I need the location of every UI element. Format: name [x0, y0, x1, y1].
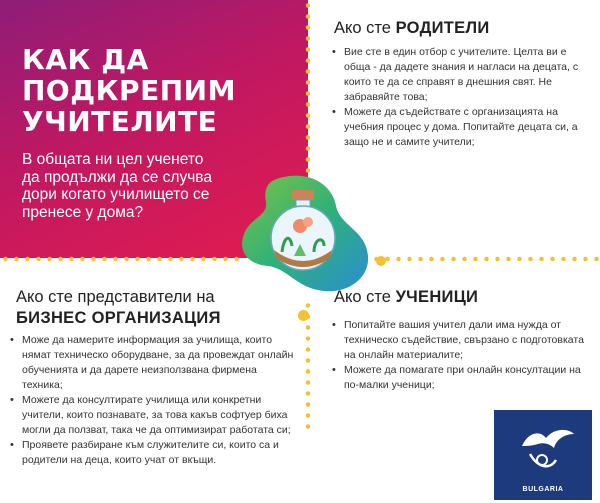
logo-label: BULGARIA [522, 486, 564, 493]
list-item: • Попитайте вашия учител дали има нужда от техническо съдействие, свързано с подготовката на онлайн материалите; [330, 318, 592, 363]
business-list [8, 333, 298, 468]
dot-accent [376, 256, 386, 266]
parents-heading: Ако сте РОДИТЕЛИ [334, 19, 490, 37]
parents-list [330, 45, 592, 150]
business-section [8, 287, 298, 468]
business-heading: Ако сте представители на БИЗНЕС ОРГАНИЗАЦИЯ [16, 288, 221, 327]
hero-title: КАК ДА ПОДКРЕПИМ УЧИТЕЛИТЕ [22, 43, 236, 138]
logo [494, 410, 592, 500]
terrarium-illustration [234, 172, 374, 300]
bird-emblem-icon [494, 414, 592, 484]
students-section [330, 287, 592, 393]
list-item: • Можете да консултирате училища или конкретни учители, които познавате, за това какъв софтуер биха могли да ползват, така че да оптимизират работата си; [8, 393, 298, 438]
dotted-line-top [305, 0, 311, 178]
list-item: • Може да намерите информация за училища, които нямат техническо оборудване, за да провеждат онлайн обученията и да дарете неизползвана фирмена техника; [8, 333, 298, 393]
students-list [330, 318, 592, 393]
hero-subtitle: В общата ни цел ученето да продължи да се случва дори когато училището се пренесе у дома? [22, 151, 212, 221]
dot-accent [298, 310, 309, 321]
list-item: • Можете да помагате при онлайн консултации на по-малки ученици; [330, 363, 592, 393]
list-item: • Вие сте в един отбор с учителите. Целта ви е обща - да дадете знания и нагласи на децата, с които те да се справят в днешния свят. Не забравяйте това; [330, 45, 592, 105]
dotted-line-right [360, 256, 600, 262]
students-heading: Ако сте УЧЕНИЦИ [334, 288, 479, 306]
list-item: • Проявете разбиране към служителите си, които са и родители на деца, които учат от вкъщи. [8, 438, 298, 468]
parents-section [330, 18, 592, 150]
dotted-line-left [0, 256, 240, 262]
list-item: • Можете да съдействате с организацията на учебния процес у дома. Попитайте децата си, а защо не и самите учители; [330, 105, 592, 150]
